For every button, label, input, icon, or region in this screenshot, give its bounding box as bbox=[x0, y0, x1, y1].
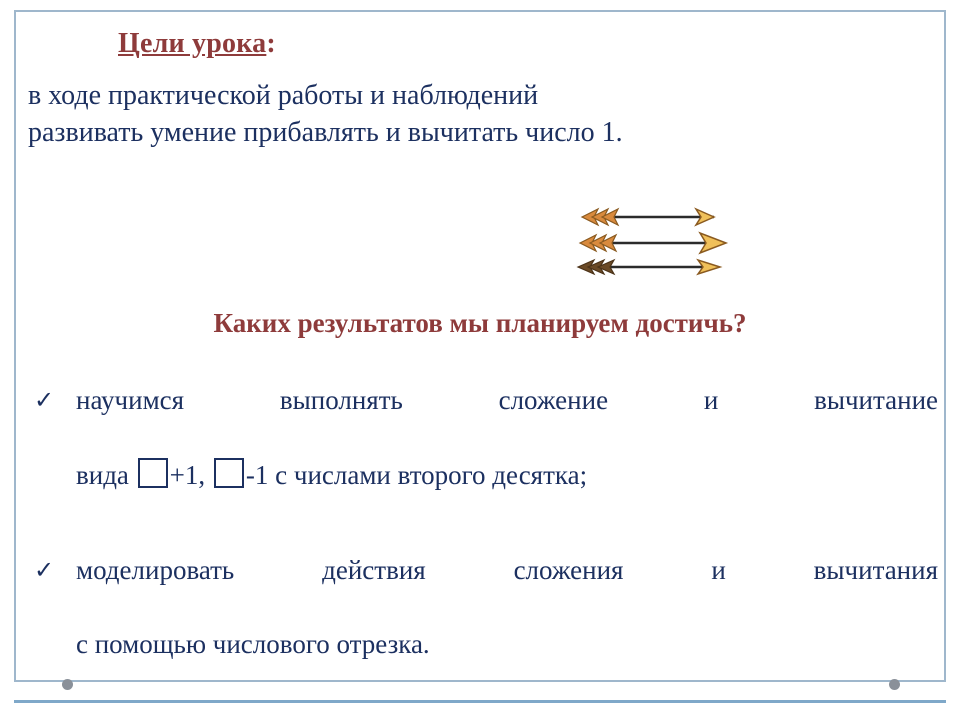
list-item bbox=[28, 382, 938, 494]
checkmark-icon: ✓ bbox=[34, 555, 55, 584]
footer-dot-right bbox=[889, 679, 900, 690]
checkmark-icon: ✓ bbox=[34, 386, 55, 414]
list-item-line-2: с помощью числового отрезка. bbox=[76, 629, 430, 660]
page-title-text: Цели урока bbox=[118, 28, 267, 59]
intro-line-2: развивать умение прибавлять и вычитать число 1. bbox=[28, 116, 623, 148]
intro-paragraph bbox=[28, 78, 934, 152]
intro-line-1: в ходе практической работы и наблюдений bbox=[28, 80, 539, 111]
footer-divider bbox=[14, 700, 946, 703]
list-item-line-1: моделировать действия сложения и вычитания bbox=[76, 554, 938, 585]
list-item bbox=[28, 552, 938, 664]
footer-dot-left bbox=[62, 679, 73, 690]
page-title bbox=[118, 28, 276, 60]
list-item-line-1: научимся выполнять сложение и вычитание bbox=[76, 385, 938, 415]
blank-box-1 bbox=[138, 458, 168, 488]
list-item-line-2 bbox=[76, 457, 938, 494]
three-arrows-icon bbox=[572, 205, 742, 285]
list-item-line-2-before: вида bbox=[76, 459, 129, 490]
blank-box-2 bbox=[214, 458, 244, 488]
question-heading: Каких результатов мы планируем достичь? bbox=[213, 308, 747, 338]
page-title-colon: : bbox=[266, 28, 276, 59]
list-item-line-2-after: -1 с числами второго десятка; bbox=[245, 459, 588, 490]
bullet-list bbox=[28, 382, 938, 722]
list-item-line-2-mid: +1, bbox=[169, 459, 206, 490]
